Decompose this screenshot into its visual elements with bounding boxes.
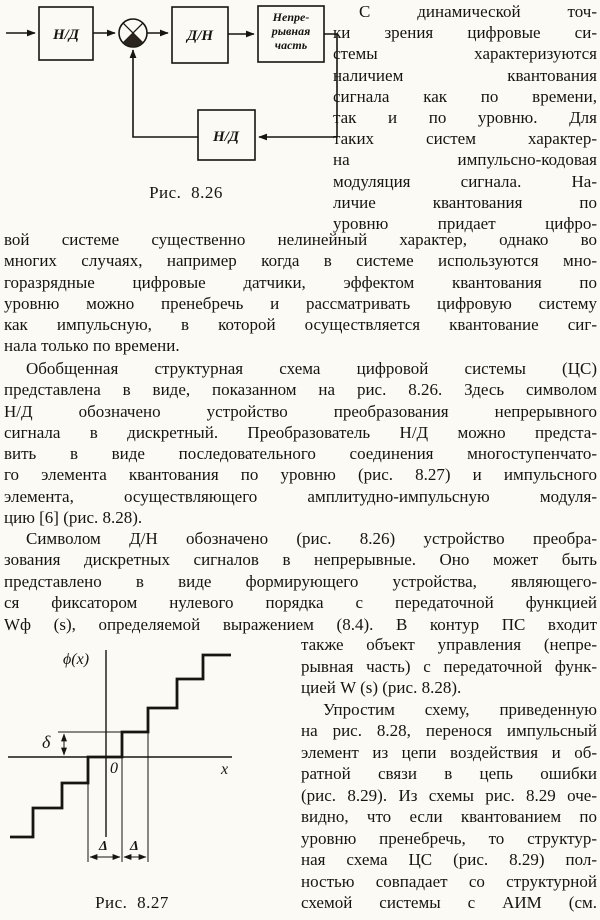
text-line: многих случаях, например когда в системе используются мно- [4, 251, 597, 271]
text-line: видно, что если квантованием по [301, 807, 597, 826]
text-line: Символом Д/Н обозначено (рис. 8.26) устройство преобра- [26, 529, 597, 548]
text-line: уровню можно пренебречь и рассматривать цифровую систему [4, 293, 597, 313]
text-line: уровню придает цифро- [333, 214, 597, 234]
figure-8-27-caption: Рис. 8.27 [95, 893, 169, 912]
text-line: схемой системы с АИМ (см. [301, 893, 597, 912]
figure-8-26-caption: Рис. 8.26 [149, 183, 223, 202]
text-line: горазрядные цифровые датчики, эффектом квантования по [4, 272, 597, 292]
text-line: (рис. 8.29). Из схемы рис. 8.29 оче- [301, 785, 597, 805]
text-line: Н/Д обозначено устройство преобразования непрерывного [4, 401, 597, 421]
text-line: ки зрения цифровые си- [333, 23, 597, 43]
text-line: так и по уровню. Для [333, 108, 597, 128]
x-axis-label: x [221, 761, 229, 778]
paragraph-1 [4, 229, 597, 357]
delta-level-label: δ [42, 732, 51, 752]
text-line: таких систем характер- [333, 129, 597, 149]
text-line: цию [6] (рис. 8.28). [4, 508, 143, 528]
text-line: Упростим схему, приведенную [323, 699, 597, 719]
text-line: Wф (s), определяемой выражением (8.4). В контур ПС входит [4, 614, 597, 634]
text-line: на импульсно-кодовая [333, 150, 597, 170]
text-line: наличием квантования [333, 65, 597, 85]
text-line: нала только по времени. [4, 336, 180, 356]
summing-junction-icon [119, 19, 147, 47]
block2-label: Д/Н [186, 28, 214, 44]
origin-label: 0 [110, 760, 118, 777]
text-line: С динамической точ- [359, 2, 597, 21]
column-right-top [333, 1, 597, 234]
text-line: ная схема ЦС (рис. 8.29) пол- [301, 850, 597, 869]
step-delta-left-label: Δ [99, 839, 108, 854]
block3-label-line2: рывная [271, 24, 311, 38]
text-line: также объект управления (непре- [301, 635, 597, 654]
text-line: сигнала как по времени, [333, 86, 597, 106]
text-line: Обобщенная структурная схема цифровой системы (ЦС) [26, 359, 597, 378]
text-line: на рис. 8.28, перенося импульсный [301, 721, 597, 740]
text-line: уровню пренебречь, то структур- [301, 828, 597, 848]
y-axis-label: ϕ(x) [63, 651, 90, 668]
text-line: стемы характеризуются [333, 44, 597, 64]
text-line: сигнала в дискретный. Преобразователь Н/Д можно предста- [4, 422, 597, 442]
block3-label-line3: часть [274, 38, 308, 52]
text-line: цией W (s) (рис. 8.28). [301, 678, 462, 697]
feedback-block-label: Н/Д [212, 129, 240, 145]
figure-8-27-quantizer-plot [0, 638, 300, 920]
text-line: элемента, осуществляющего амплитудно-импульсную модуля- [4, 486, 597, 506]
text-line: ностью совпадает со структурной [301, 871, 597, 891]
step-delta-right-label: Δ [130, 839, 139, 854]
block1-label: Н/Д [52, 27, 80, 43]
column-right-bottom [301, 634, 597, 914]
text-line: вить в виде последовательного соединения многоступенчато- [4, 444, 597, 464]
text-line: ся фиксатором нулевого порядка с передаточной функцией [4, 593, 597, 613]
paragraph-3 [4, 528, 597, 635]
block3-label-line1: Непре- [272, 10, 310, 24]
text-line: го элемента квантования по уровню (рис. 8.27) и импульсного [4, 465, 597, 485]
text-line: вой системе существенно нелинейный характер, однако во [4, 230, 597, 249]
text-line: представлено в виде формирующего устройства, являющего- [4, 571, 597, 591]
paragraph-2 [4, 358, 597, 528]
text-line: модуляция сигнала. На- [333, 171, 597, 191]
text-line: личие квантования по [333, 192, 597, 212]
text-line: представлена в виде, показанном на рис. 8.26. Здесь символом [4, 380, 597, 400]
text-line: как импульсную, в которой осуществляется квантование сиг- [4, 315, 597, 335]
text-line: ратной связи в цепь ошибки [301, 764, 597, 783]
text-line: элемент из цепи воздействия и об- [301, 742, 597, 762]
text-line: рывная часть) с передаточной функ- [301, 656, 597, 676]
text-line: зования дискретных сигналов в непрерывные. Оно может быть [4, 550, 597, 570]
